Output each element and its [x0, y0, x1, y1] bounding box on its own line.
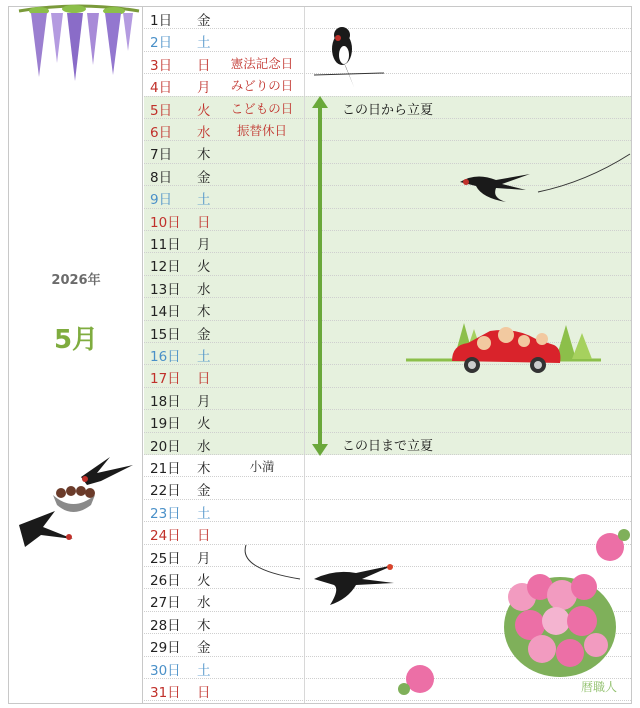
day-number: 11日	[150, 237, 181, 253]
day-number: 7日	[150, 147, 173, 164]
season-arrow-icon	[312, 96, 328, 456]
day-number: 17日	[150, 371, 181, 388]
weekday-label: 金	[197, 326, 211, 343]
swallow-flying-icon	[244, 539, 400, 609]
day-number: 4日	[150, 80, 173, 97]
calendar-day-row	[144, 477, 631, 499]
day-number: 20日	[150, 438, 181, 455]
day-number: 12日	[150, 259, 181, 276]
day-number: 18日	[150, 393, 181, 410]
weekday-label: 木	[197, 147, 211, 164]
day-number: 22日	[150, 483, 181, 500]
day-number: 9日	[150, 192, 173, 209]
weekday-label: 金	[197, 169, 211, 186]
day-number: 1日	[150, 13, 173, 29]
day-number: 5日	[150, 102, 173, 119]
day-number: 6日	[150, 125, 173, 141]
day-number: 23日	[150, 505, 181, 522]
holiday-label: 小満	[249, 459, 275, 474]
weekday-label: 火	[197, 573, 211, 589]
calendar-day-row	[144, 7, 631, 29]
day-number: 14日	[150, 304, 181, 321]
calendar-day-row	[144, 253, 631, 275]
season-end-note: この日まで立夏	[342, 439, 434, 454]
weekday-label: 土	[197, 349, 211, 365]
day-number: 25日	[150, 550, 181, 567]
day-number: 8日	[150, 169, 173, 186]
wisteria-icon	[19, 5, 139, 85]
day-number: 26日	[150, 573, 181, 589]
weekday-label: 月	[197, 80, 211, 97]
weekday-label: 月	[197, 550, 211, 567]
calendar-day-row	[144, 119, 631, 141]
day-number: 3日	[150, 57, 173, 74]
calendar-day-row	[144, 388, 631, 410]
month-sidebar	[9, 7, 143, 703]
weekday-label: 金	[197, 483, 211, 500]
weekday-label: 木	[197, 304, 211, 321]
calendar-grid	[144, 7, 631, 703]
swallow-flying-icon	[456, 152, 632, 212]
day-number: 16日	[150, 349, 181, 365]
holiday-label: 憲法記念日	[230, 55, 294, 71]
day-number: 21日	[150, 461, 181, 477]
weekday-label: 日	[197, 685, 211, 701]
weekday-label: 水	[197, 438, 211, 455]
day-number: 28日	[150, 617, 181, 634]
day-number: 27日	[150, 595, 181, 612]
weekday-label: 土	[197, 662, 211, 679]
year-label: 2026年	[51, 273, 101, 288]
holiday-label: こどもの日	[230, 100, 294, 116]
family-car-icon	[406, 305, 601, 381]
day-number: 24日	[150, 528, 181, 545]
signature-text: 暦職人	[580, 680, 617, 694]
season-start-note: この日から立夏	[342, 103, 434, 118]
swallow-nest-icon	[15, 447, 140, 557]
weekday-label: 木	[197, 617, 211, 634]
month-label: 5月	[53, 325, 99, 355]
weekday-label: 土	[197, 505, 211, 522]
weekday-label: 土	[197, 192, 211, 209]
weekday-label: 水	[197, 281, 211, 298]
weekday-label: 木	[197, 461, 211, 477]
calendar-day-row	[144, 52, 631, 74]
weekday-label: 土	[197, 35, 211, 52]
calendar-day-row	[144, 29, 631, 51]
day-number: 19日	[150, 416, 181, 433]
day-number: 15日	[150, 326, 181, 343]
calendar-day-row	[144, 410, 631, 432]
holiday-label: 振替休日	[236, 123, 287, 138]
weekday-label: 火	[197, 259, 211, 276]
weekday-label: 金	[197, 640, 211, 657]
calendar-day-row	[144, 74, 631, 96]
day-number: 2日	[150, 35, 173, 52]
weekday-label: 日	[197, 214, 211, 231]
weekday-label: 月	[197, 237, 211, 253]
weekday-label: 日	[197, 371, 211, 388]
weekday-label: 月	[197, 393, 211, 410]
weekday-label: 日	[197, 528, 211, 545]
day-number: 31日	[150, 685, 181, 701]
weekday-label: 日	[197, 57, 211, 74]
day-number: 30日	[150, 662, 181, 679]
day-number: 13日	[150, 281, 181, 298]
day-number: 10日	[150, 214, 181, 231]
calendar-day-row	[144, 276, 631, 298]
calendar-day-row	[144, 455, 631, 477]
calendar-day-row	[144, 231, 631, 253]
weekday-label: 火	[197, 102, 211, 119]
weekday-label: 水	[197, 125, 211, 141]
weekday-label: 水	[197, 595, 211, 612]
holiday-label: みどりの日	[230, 78, 294, 94]
weekday-label: 金	[197, 13, 211, 29]
weekday-label: 火	[197, 416, 211, 433]
azalea-flowers-icon	[390, 517, 630, 697]
swallow-perched-icon	[314, 25, 384, 91]
day-number: 29日	[150, 640, 181, 657]
